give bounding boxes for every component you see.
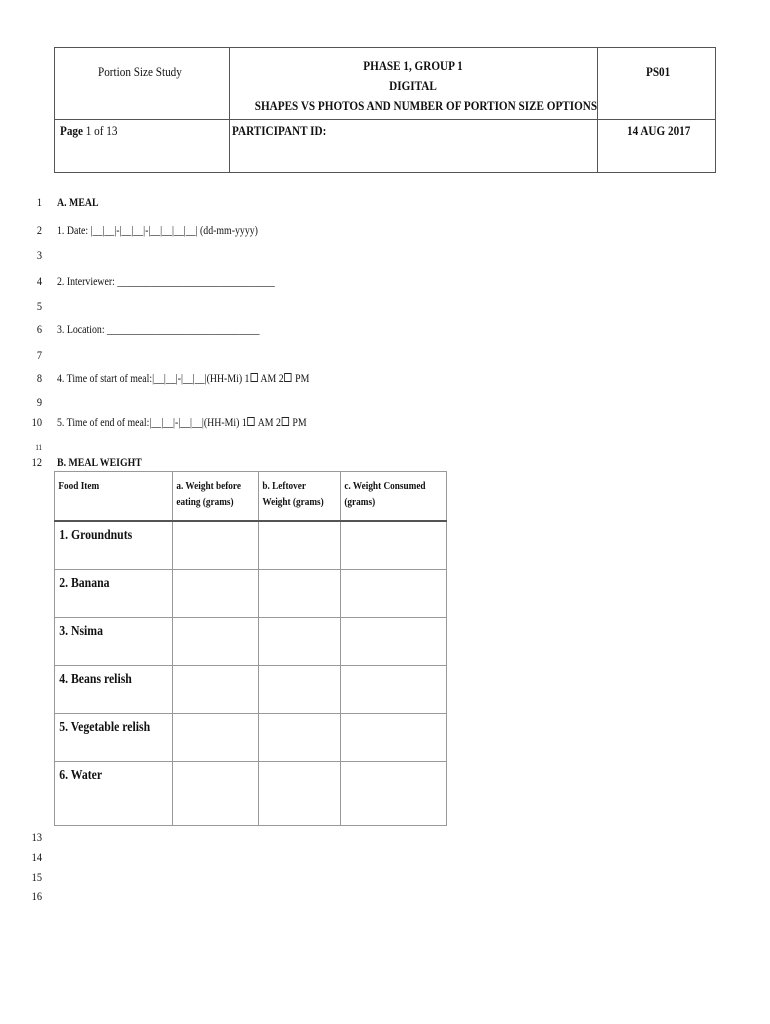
table-row <box>55 762 447 826</box>
line-number: 1 <box>36 195 42 209</box>
document-code: PS01 <box>646 64 671 79</box>
date-field[interactable]: 1. Date: |__|__|-|__|__|-|__|__|__|__| (dd-mm-yyyy) <box>57 223 258 237</box>
line-number: 9 <box>36 395 42 409</box>
table-row <box>55 521 447 570</box>
column-header-consumed: c. Weight Consumed (grams) <box>341 472 447 522</box>
line-number: 6 <box>36 322 42 336</box>
page-indicator <box>60 123 117 139</box>
document-header <box>54 47 716 173</box>
column-header-food-item: Food Item <box>55 472 173 522</box>
end-time-label: 5. Time of end of meal:|__|__|-|__|__|(HH-Mi) 1 <box>57 415 247 429</box>
start-time-label: 4. Time of start of meal:|__|__|-|__|__|(HH-Mi) 1 <box>57 371 250 385</box>
line-number: 12 <box>31 455 42 469</box>
section-a-heading: A. MEAL <box>57 195 99 209</box>
weight-before-cell[interactable] <box>173 714 259 762</box>
line-number: 16 <box>31 889 42 903</box>
table-row <box>55 714 447 762</box>
weight-before-cell[interactable] <box>173 618 259 666</box>
leftover-weight-cell[interactable] <box>259 714 341 762</box>
pm-label: PM <box>289 415 307 429</box>
am-checkbox-icon[interactable] <box>250 373 257 382</box>
line-number: 8 <box>36 371 42 385</box>
am-label: AM 2 <box>255 415 281 429</box>
leftover-weight-cell[interactable] <box>259 570 341 618</box>
meal-weight-table <box>54 471 447 826</box>
weight-consumed-cell[interactable] <box>341 714 447 762</box>
table-row <box>55 666 447 714</box>
am-label: AM 2 <box>258 371 284 385</box>
weight-before-cell[interactable] <box>173 762 259 826</box>
weight-consumed-cell[interactable] <box>341 570 447 618</box>
pm-label: PM <box>292 371 310 385</box>
weight-consumed-cell[interactable] <box>341 618 447 666</box>
line-number: 13 <box>31 830 42 844</box>
food-item-cell: 6. Water <box>55 762 173 826</box>
line-number: 2 <box>36 223 42 237</box>
food-item-cell: 3. Nsima <box>55 618 173 666</box>
header-divider <box>597 48 598 172</box>
line-number: 15 <box>31 870 42 884</box>
food-item-cell: 2. Banana <box>55 570 173 618</box>
phase-line-1: PHASE 1, GROUP 1 <box>363 58 463 73</box>
column-header-weight-before: a. Weight before eating (grams) <box>173 472 259 522</box>
weight-consumed-cell[interactable] <box>341 762 447 826</box>
food-item-cell: 1. Groundnuts <box>55 521 173 570</box>
header-divider <box>55 119 715 120</box>
interviewer-field[interactable]: 2. Interviewer: ________________________________ <box>57 274 275 288</box>
line-number: 3 <box>36 248 42 262</box>
table-header-row <box>55 472 447 522</box>
table-row <box>55 618 447 666</box>
line-number: 14 <box>31 850 42 864</box>
location-field[interactable]: 3. Location: _______________________________ <box>57 322 260 336</box>
weight-before-cell[interactable] <box>173 666 259 714</box>
weight-before-cell[interactable] <box>173 570 259 618</box>
section-b-heading: B. MEAL WEIGHT <box>57 455 142 469</box>
start-time-field[interactable] <box>57 371 309 386</box>
phase-line-2: DIGITAL <box>389 78 437 93</box>
table-row <box>55 570 447 618</box>
am-checkbox-icon[interactable] <box>248 417 255 426</box>
food-item-cell: 5. Vegetable relish <box>55 714 173 762</box>
page-label: Page <box>60 123 83 138</box>
line-number: 10 <box>31 415 42 429</box>
header-divider <box>229 48 230 172</box>
line-number: 7 <box>36 348 42 362</box>
page-value: 1 of 13 <box>82 123 118 138</box>
food-item-cell: 4. Beans relish <box>55 666 173 714</box>
line-number: 11 <box>35 443 42 452</box>
header-date: 14 AUG 2017 <box>627 123 691 138</box>
weight-before-cell[interactable] <box>173 521 259 570</box>
end-time-field[interactable] <box>57 415 307 430</box>
pm-checkbox-icon[interactable] <box>284 373 291 382</box>
leftover-weight-cell[interactable] <box>259 762 341 826</box>
weight-consumed-cell[interactable] <box>341 666 447 714</box>
participant-id-label: PARTICIPANT ID: <box>232 123 327 138</box>
leftover-weight-cell[interactable] <box>259 618 341 666</box>
leftover-weight-cell[interactable] <box>259 666 341 714</box>
pm-checkbox-icon[interactable] <box>282 417 289 426</box>
line-number: 5 <box>36 299 42 313</box>
study-name: Portion Size Study <box>98 64 182 79</box>
line-number: 4 <box>36 274 42 288</box>
weight-consumed-cell[interactable] <box>341 521 447 570</box>
leftover-weight-cell[interactable] <box>259 521 341 570</box>
phase-line-3: SHAPES VS PHOTOS AND NUMBER OF PORTION SIZE OPTIONS <box>254 98 598 113</box>
column-header-leftover: b. Leftover Weight (grams) <box>259 472 341 522</box>
